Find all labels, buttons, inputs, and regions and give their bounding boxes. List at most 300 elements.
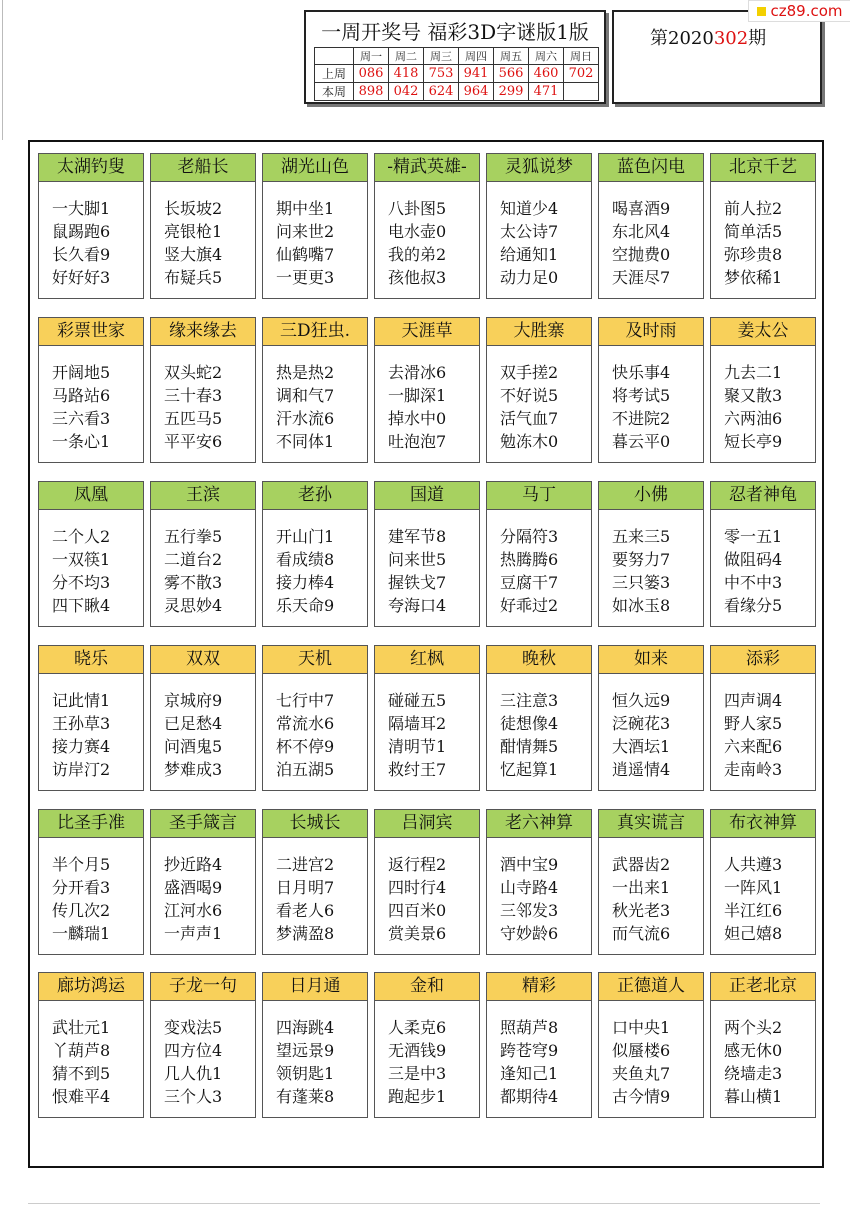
riddle-line: 豆腐干7 <box>500 573 559 592</box>
riddle-line: 返行程2 <box>388 855 447 874</box>
riddle-line: 空抛费0 <box>612 245 671 264</box>
riddle-lines <box>388 361 446 453</box>
riddle-line: 马路站6 <box>52 386 111 405</box>
day-label: 周四 <box>459 48 494 65</box>
weekly-results-panel <box>304 10 606 104</box>
issue-suffix: 期 <box>748 28 767 49</box>
day-label: 周六 <box>529 48 564 65</box>
riddle-line: 亮银枪1 <box>164 222 223 241</box>
draw-number: 086 <box>354 65 389 83</box>
riddle-card <box>150 317 256 463</box>
riddle-line: 动力足0 <box>500 268 559 287</box>
riddle-line: 不同体1 <box>276 432 335 451</box>
riddle-line: 酣情舞5 <box>500 737 559 756</box>
riddle-author: 圣手箴言 <box>150 809 256 838</box>
riddle-line: 夹鱼丸7 <box>612 1064 671 1083</box>
riddle-lines <box>52 853 110 945</box>
riddle-card <box>486 317 592 463</box>
riddle-line: 访岸汀2 <box>52 760 111 779</box>
day-label: 周二 <box>389 48 424 65</box>
riddle-lines <box>164 525 222 617</box>
logo-text: cz89.com <box>770 2 843 20</box>
riddle-line: 逢知己1 <box>500 1064 559 1083</box>
riddle-card <box>38 153 144 299</box>
riddle-lines <box>164 197 222 289</box>
riddle-line: 活气血7 <box>500 409 559 428</box>
riddle-author: 湖光山色 <box>262 153 368 182</box>
riddle-author: 吕洞宾 <box>374 809 480 838</box>
riddle-line: 五来三5 <box>612 527 671 546</box>
draw-number: 471 <box>529 83 564 101</box>
riddle-line: 一出来1 <box>612 878 671 897</box>
riddle-lines <box>276 853 334 945</box>
riddle-line: 一双筷1 <box>52 550 111 569</box>
draw-number: 941 <box>459 65 494 83</box>
riddle-line: 泊五湖5 <box>276 760 335 779</box>
riddle-line: 九去二1 <box>724 363 783 382</box>
riddle-author: 三D狂虫. <box>262 317 368 346</box>
riddle-line: 一大脚1 <box>52 199 111 218</box>
riddle-card <box>262 972 368 1118</box>
riddle-line: 跑起步1 <box>388 1087 447 1106</box>
riddle-line: 一阵风1 <box>724 878 783 897</box>
riddle-lines <box>276 1016 334 1108</box>
riddle-line: 六两油6 <box>724 409 783 428</box>
riddle-line: 五行拳5 <box>164 527 223 546</box>
riddle-author: 灵狐说梦 <box>486 153 592 182</box>
riddle-author: 大胜寨 <box>486 317 592 346</box>
riddle-lines <box>500 853 558 945</box>
riddle-card <box>374 153 480 299</box>
riddle-line: 灵思妙4 <box>164 596 223 615</box>
weekly-draw-table <box>314 47 599 101</box>
riddle-lines <box>612 689 670 781</box>
riddle-card <box>374 481 480 627</box>
riddle-author: 王滨 <box>150 481 256 510</box>
riddle-line: 建军节8 <box>388 527 447 546</box>
riddle-line: 聚又散3 <box>724 386 783 405</box>
page-title: 一周开奖号 福彩3D字谜版1版 <box>321 20 589 44</box>
riddle-line: 看缘分5 <box>724 596 783 615</box>
riddle-line: 传几次2 <box>52 901 111 920</box>
riddle-line: 分开看3 <box>52 878 111 897</box>
riddle-line: 变戏法5 <box>164 1018 223 1037</box>
riddle-line: 问来世2 <box>276 222 335 241</box>
riddle-card <box>710 153 816 299</box>
riddle-author: 正老北京 <box>710 972 816 1001</box>
riddle-line: 杯不停9 <box>276 737 335 756</box>
riddle-author: 北京千艺 <box>710 153 816 182</box>
riddle-author: 精彩 <box>486 972 592 1001</box>
riddle-card <box>38 481 144 627</box>
riddle-line: 做阻码4 <box>724 550 783 569</box>
riddle-line: 知道少4 <box>500 199 559 218</box>
riddle-line: 如冰玉8 <box>612 596 671 615</box>
riddle-line: 太公诗7 <box>500 222 559 241</box>
riddle-line: 半个月5 <box>52 855 111 874</box>
riddle-card <box>598 153 704 299</box>
riddle-line: 京城府9 <box>164 691 223 710</box>
riddle-author: 缘来缘去 <box>150 317 256 346</box>
riddle-author: 布衣神算 <box>710 809 816 838</box>
draw-number: 566 <box>494 65 529 83</box>
riddle-line: 三个人3 <box>164 1087 223 1106</box>
riddle-lines <box>164 1016 222 1108</box>
riddle-author: 及时雨 <box>598 317 704 346</box>
riddle-author: 忍者神龟 <box>710 481 816 510</box>
issue-prefix: 第2020 <box>650 28 714 49</box>
riddle-lines <box>724 689 782 781</box>
riddle-line: 抄近路4 <box>164 855 223 874</box>
riddle-line: 乐天命9 <box>276 596 335 615</box>
logo-square-icon <box>757 7 766 16</box>
riddle-author: 凤凰 <box>38 481 144 510</box>
riddle-line: 恒久远9 <box>612 691 671 710</box>
riddle-line: 雾不散3 <box>164 573 223 592</box>
riddle-author: 如来 <box>598 645 704 674</box>
riddle-line: 好好好3 <box>52 268 111 287</box>
riddle-line: 武壮元1 <box>52 1018 111 1037</box>
riddle-card <box>374 317 480 463</box>
issue-number <box>650 24 766 50</box>
riddle-line: 要努力7 <box>612 550 671 569</box>
riddle-line: 盛酒喝9 <box>164 878 223 897</box>
riddle-line: 热腾腾6 <box>500 550 559 569</box>
draw-number: 624 <box>424 83 459 101</box>
riddle-lines <box>500 361 558 453</box>
bottom-divider <box>28 1203 820 1204</box>
riddle-line: 去滑冰6 <box>388 363 447 382</box>
riddle-line: 感无休0 <box>724 1041 783 1060</box>
riddle-line: 问酒鬼5 <box>164 737 223 756</box>
riddle-lines <box>500 689 558 781</box>
riddle-card <box>710 645 816 791</box>
riddle-line: 王孙草3 <box>52 714 111 733</box>
riddle-author: 红枫 <box>374 645 480 674</box>
riddle-author: 天机 <box>262 645 368 674</box>
riddle-lines <box>52 361 110 453</box>
riddle-line: 竖大旗4 <box>164 245 223 264</box>
riddle-line: 记此情1 <box>52 691 111 710</box>
site-logo[interactable] <box>748 0 850 22</box>
riddle-card <box>262 481 368 627</box>
day-label: 周日 <box>564 48 599 65</box>
riddle-line: 将考试5 <box>612 386 671 405</box>
riddle-lines <box>500 525 558 617</box>
riddle-line: 守妙龄6 <box>500 924 559 943</box>
riddle-line: 开山门1 <box>276 527 335 546</box>
riddle-line: 五匹马5 <box>164 409 223 428</box>
riddle-line: 汗水流6 <box>276 409 335 428</box>
riddle-line: 二道台2 <box>164 550 223 569</box>
riddle-line: 天涯尽7 <box>612 268 671 287</box>
riddle-line: 不好说5 <box>500 386 559 405</box>
riddle-author: 晚秋 <box>486 645 592 674</box>
riddle-lines <box>500 197 558 289</box>
riddle-card <box>150 645 256 791</box>
riddle-author: 子龙一句 <box>150 972 256 1001</box>
riddle-lines <box>388 853 446 945</box>
riddle-line: 喝喜酒9 <box>612 199 671 218</box>
draw-number: 898 <box>354 83 389 101</box>
riddle-lines <box>276 525 334 617</box>
riddle-line: 东北风4 <box>612 222 671 241</box>
riddle-line: 有蓬莱8 <box>276 1087 335 1106</box>
riddle-line: 六来配6 <box>724 737 783 756</box>
riddle-line: 三六看3 <box>52 409 111 428</box>
riddle-lines <box>724 525 782 617</box>
riddle-line: 弥珍贵8 <box>724 245 783 264</box>
riddle-line: 古今情9 <box>612 1087 671 1106</box>
riddle-line: 四百米0 <box>388 901 447 920</box>
draw-number: 299 <box>494 83 529 101</box>
riddle-line: 野人家5 <box>724 714 783 733</box>
riddle-line: 四声调4 <box>724 691 783 710</box>
riddle-line: 而气流6 <box>612 924 671 943</box>
riddle-line: 问来世5 <box>388 550 447 569</box>
riddle-card <box>374 645 480 791</box>
riddle-line: 调和气7 <box>276 386 335 405</box>
riddle-line: 几人仇1 <box>164 1064 223 1083</box>
day-label: 周三 <box>424 48 459 65</box>
riddle-line: 三邻发3 <box>500 901 559 920</box>
riddle-line: 口中央1 <box>612 1018 671 1037</box>
riddle-line: 鼠踢跑6 <box>52 222 111 241</box>
riddle-lines <box>612 1016 670 1108</box>
riddle-author: 添彩 <box>710 645 816 674</box>
riddle-line: 看老人6 <box>276 901 335 920</box>
riddle-line: 丫葫芦8 <box>52 1041 111 1060</box>
riddle-line: 逍遥情4 <box>612 760 671 779</box>
riddle-line: 四海跳4 <box>276 1018 335 1037</box>
riddle-line: 暮山横1 <box>724 1087 783 1106</box>
riddle-line: 酒中宝9 <box>500 855 559 874</box>
riddle-card <box>262 645 368 791</box>
riddle-lines <box>500 1016 558 1108</box>
riddle-card <box>598 972 704 1118</box>
riddle-line: 常流水6 <box>276 714 335 733</box>
riddle-card <box>38 317 144 463</box>
riddle-author: 姜太公 <box>710 317 816 346</box>
draw-number: 042 <box>389 83 424 101</box>
riddle-author: 老船长 <box>150 153 256 182</box>
issue-panel <box>612 10 822 104</box>
riddle-line: 吐泡泡7 <box>388 432 447 451</box>
riddle-line: 中不中3 <box>724 573 783 592</box>
riddle-line: 好乖过2 <box>500 596 559 615</box>
riddle-author: 小佛 <box>598 481 704 510</box>
riddle-line: 妲己嬉8 <box>724 924 783 943</box>
riddle-line: 勉冻木0 <box>500 432 559 451</box>
riddle-author: 天涯草 <box>374 317 480 346</box>
riddle-card <box>262 809 368 955</box>
riddle-line: 八卦图5 <box>388 199 447 218</box>
riddle-line: 隔墙耳2 <box>388 714 447 733</box>
weekday-row <box>315 48 599 65</box>
riddle-lines <box>276 197 334 289</box>
last-week-label: 上周 <box>315 65 354 83</box>
riddle-line: 三注意3 <box>500 691 559 710</box>
riddle-card <box>38 645 144 791</box>
riddle-lines <box>724 197 782 289</box>
riddle-line: 梦依稀1 <box>724 268 783 287</box>
riddle-line: 三是中3 <box>388 1064 447 1083</box>
riddle-line: 长坂坡2 <box>164 199 223 218</box>
riddle-line: 清明节1 <box>388 737 447 756</box>
riddle-line: 猜不到5 <box>52 1064 111 1083</box>
riddle-lines <box>276 361 334 453</box>
this-week-row <box>315 83 599 101</box>
riddle-line: 泛碗花3 <box>612 714 671 733</box>
riddle-author: 老孙 <box>262 481 368 510</box>
draw-number: 418 <box>389 65 424 83</box>
riddle-line: 快乐事4 <box>612 363 671 382</box>
riddle-line: 掉水中0 <box>388 409 447 428</box>
riddle-card <box>486 481 592 627</box>
riddle-card <box>598 481 704 627</box>
riddle-line: 热是热2 <box>276 363 335 382</box>
riddle-author: 金和 <box>374 972 480 1001</box>
riddle-author: 真实谎言 <box>598 809 704 838</box>
riddle-line: 一条心1 <box>52 432 111 451</box>
riddle-card <box>598 317 704 463</box>
riddle-line: 人共遵3 <box>724 855 783 874</box>
riddle-line: 半江红6 <box>724 901 783 920</box>
riddle-card <box>710 317 816 463</box>
riddle-line: 绕墙走3 <box>724 1064 783 1083</box>
day-label: 周一 <box>354 48 389 65</box>
riddle-line: 双头蛇2 <box>164 363 223 382</box>
riddle-line: 梦难成3 <box>164 760 223 779</box>
riddle-lines <box>52 689 110 781</box>
riddle-card <box>374 809 480 955</box>
riddle-line: 夸海口4 <box>388 596 447 615</box>
riddle-line: 孩他叔3 <box>388 268 447 287</box>
riddle-line: 都期待4 <box>500 1087 559 1106</box>
riddle-line: 短长亭9 <box>724 432 783 451</box>
riddle-lines <box>388 1016 446 1108</box>
riddle-line: 分不均3 <box>52 573 111 592</box>
riddle-lines <box>724 361 782 453</box>
riddle-card <box>486 972 592 1118</box>
corner-cell <box>315 48 354 65</box>
riddle-grid <box>28 140 824 1168</box>
day-label: 周五 <box>494 48 529 65</box>
riddle-line: 徒想像4 <box>500 714 559 733</box>
riddle-lines <box>52 197 110 289</box>
draw-number: 964 <box>459 83 494 101</box>
riddle-line: 两个头2 <box>724 1018 783 1037</box>
riddle-line: 握铁戈7 <box>388 573 447 592</box>
riddle-lines <box>52 1016 110 1108</box>
issue-digits: 302 <box>713 28 749 49</box>
riddle-lines <box>612 853 670 945</box>
riddle-line: 四时行4 <box>388 878 447 897</box>
riddle-line: 梦满盈8 <box>276 924 335 943</box>
draw-number: 753 <box>424 65 459 83</box>
riddle-card <box>486 809 592 955</box>
riddle-author: 国道 <box>374 481 480 510</box>
riddle-lines <box>388 197 446 289</box>
riddle-author: 比圣手准 <box>38 809 144 838</box>
riddle-card <box>150 972 256 1118</box>
riddle-card <box>262 153 368 299</box>
riddle-line: 恨难平4 <box>52 1087 111 1106</box>
riddle-lines <box>612 361 670 453</box>
riddle-card <box>486 645 592 791</box>
riddle-line: 一声声1 <box>164 924 223 943</box>
riddle-line: 接力赛4 <box>52 737 111 756</box>
last-week-row <box>315 65 599 83</box>
riddle-card <box>262 317 368 463</box>
riddle-line: 布疑兵5 <box>164 268 223 287</box>
riddle-line: 平平安6 <box>164 432 223 451</box>
riddle-line: 四下瞅4 <box>52 596 111 615</box>
riddle-lines <box>52 525 110 617</box>
riddle-line: 人柔克6 <box>388 1018 447 1037</box>
riddle-line: 电水壶0 <box>388 222 447 241</box>
riddle-line: 七行中7 <box>276 691 335 710</box>
draw-number: 460 <box>529 65 564 83</box>
riddle-line: 日月明7 <box>276 878 335 897</box>
riddle-line: 武器齿2 <box>612 855 671 874</box>
riddle-card <box>38 972 144 1118</box>
riddle-author: 正德道人 <box>598 972 704 1001</box>
riddle-author: 马丁 <box>486 481 592 510</box>
riddle-card <box>598 809 704 955</box>
riddle-line: 期中坐1 <box>276 199 335 218</box>
riddle-card <box>150 481 256 627</box>
riddle-line: 三只篓3 <box>612 573 671 592</box>
riddle-line: 无酒钱9 <box>388 1041 447 1060</box>
riddle-author: 日月通 <box>262 972 368 1001</box>
riddle-lines <box>276 689 334 781</box>
riddle-line: 走南岭3 <box>724 760 783 779</box>
riddle-line: 四方位4 <box>164 1041 223 1060</box>
riddle-line: 一脚深1 <box>388 386 447 405</box>
riddle-author: 太湖钓叟 <box>38 153 144 182</box>
riddle-line: 碰碰五5 <box>388 691 447 710</box>
riddle-line: 双手搓2 <box>500 363 559 382</box>
riddle-line: 二个人2 <box>52 527 111 546</box>
riddle-line: 我的弟2 <box>388 245 447 264</box>
this-week-label: 本周 <box>315 83 354 101</box>
riddle-line: 山寺路4 <box>500 878 559 897</box>
riddle-card <box>38 809 144 955</box>
riddle-line: 似蜃楼6 <box>612 1041 671 1060</box>
riddle-line: 前人拉2 <box>724 199 783 218</box>
riddle-author: 晓乐 <box>38 645 144 674</box>
riddle-line: 大酒坛1 <box>612 737 671 756</box>
riddle-card <box>598 645 704 791</box>
riddle-card <box>710 972 816 1118</box>
riddle-line: 照葫芦8 <box>500 1018 559 1037</box>
riddle-line: 一麟瑞1 <box>52 924 111 943</box>
riddle-line: 赏美景6 <box>388 924 447 943</box>
draw-number: 702 <box>564 65 599 83</box>
riddle-lines <box>164 689 222 781</box>
riddle-lines <box>724 1016 782 1108</box>
page-edge-line <box>2 0 3 140</box>
riddle-line: 忆起算1 <box>500 760 559 779</box>
riddle-card <box>710 481 816 627</box>
riddle-line: 接力棒4 <box>276 573 335 592</box>
riddle-lines <box>388 689 446 781</box>
riddle-author: 双双 <box>150 645 256 674</box>
riddle-author: 蓝色闪电 <box>598 153 704 182</box>
riddle-line: 一更更3 <box>276 268 335 287</box>
riddle-lines <box>612 197 670 289</box>
